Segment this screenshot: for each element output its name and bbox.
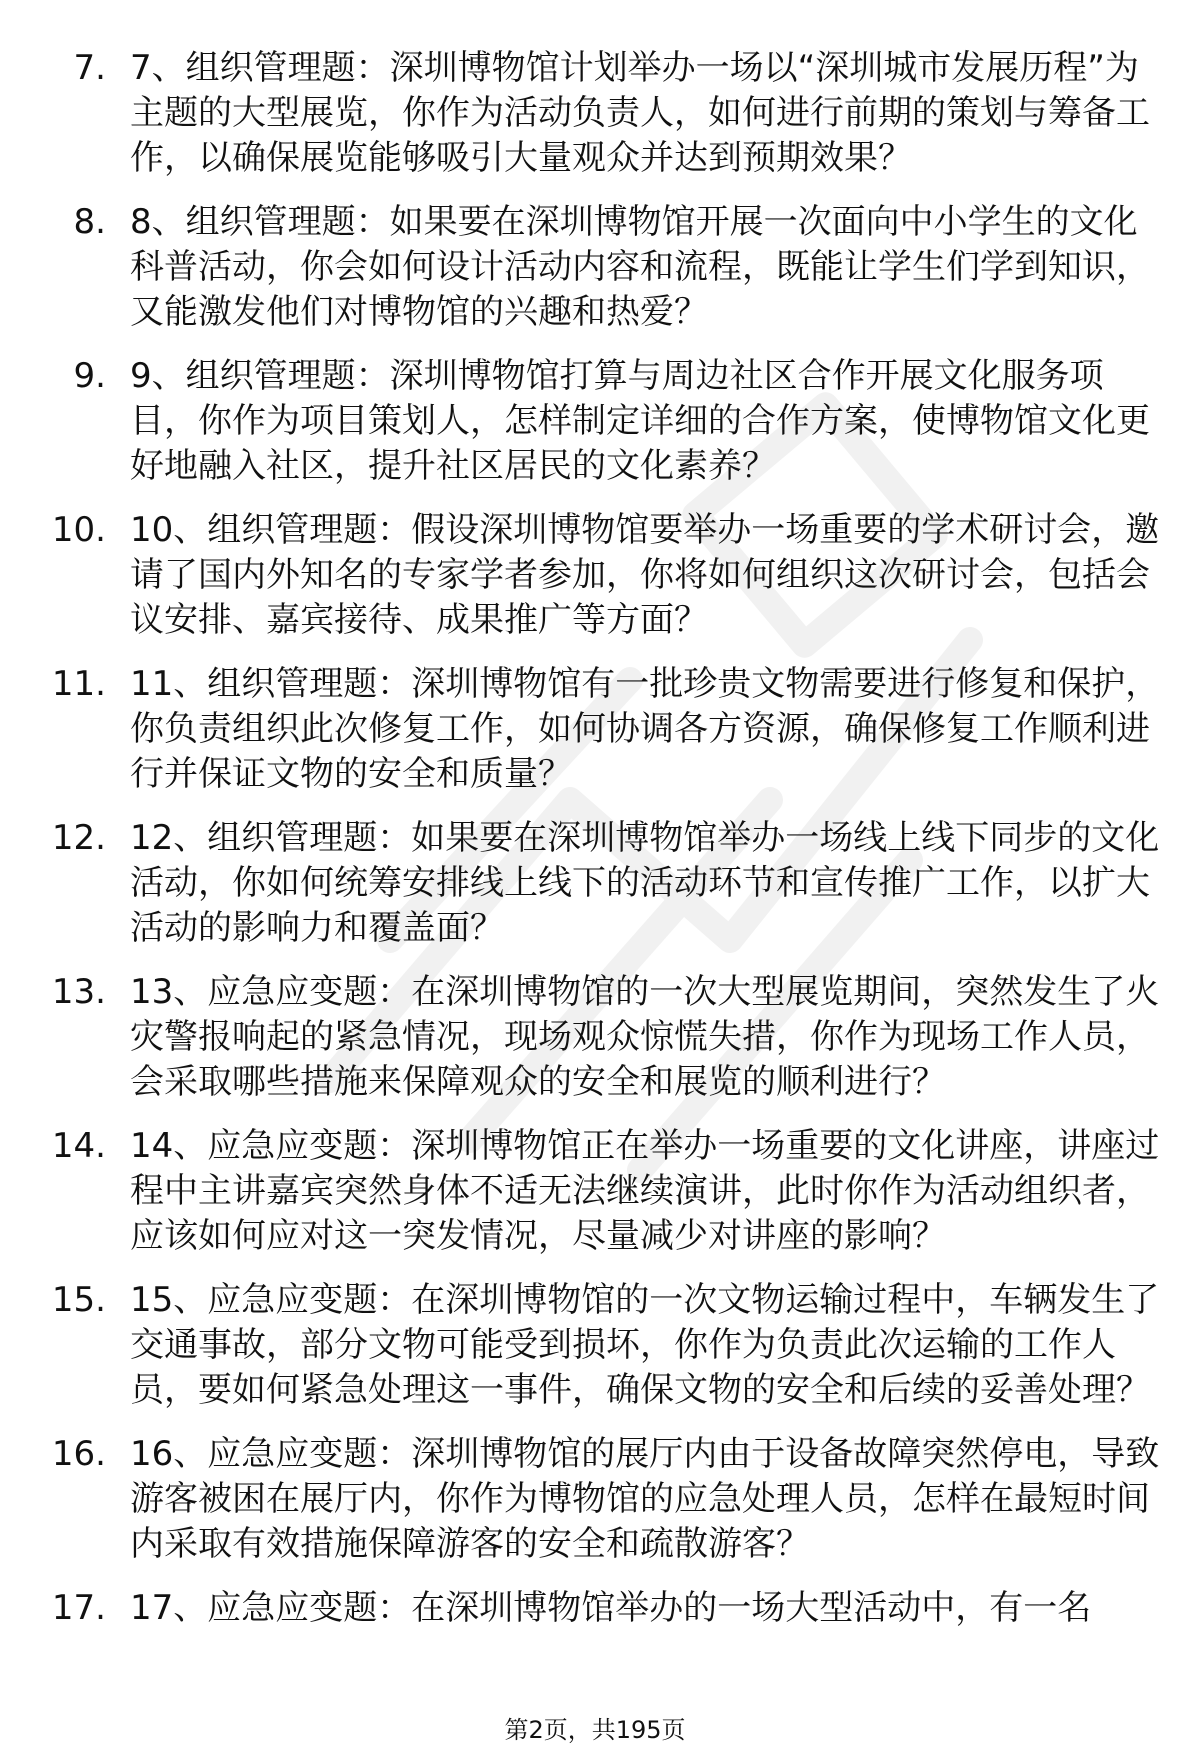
question-item-11	[0, 662, 1190, 797]
question-item-9	[0, 354, 1190, 489]
question-number: 7.	[73, 48, 106, 88]
question-number: 8.	[73, 202, 106, 242]
question-list	[0, 46, 1190, 1650]
question-item-10	[0, 508, 1190, 643]
question-item-14	[0, 1124, 1190, 1259]
question-item-7	[0, 46, 1190, 181]
page-number: 第2页，共195页	[504, 1716, 686, 1744]
question-item-13	[0, 970, 1190, 1105]
question-number: 16.	[51, 1434, 106, 1474]
question-number: 10.	[51, 510, 106, 550]
question-text: 9、组织管理题：深圳博物馆打算与周边社区合作开展文化服务项目，你作为项目策划人，怎样制定详细的合作方案，使博物馆文化更好地融入社区，提升社区居民的文化素养？	[130, 356, 1150, 486]
question-text: 10、组织管理题：假设深圳博物馆要举办一场重要的学术研讨会，邀请了国内外知名的专家学者参加，你将如何组织这次研讨会，包括会议安排、嘉宾接待、成果推广等方面？	[130, 510, 1160, 640]
question-text: 17、应急应变题：在深圳博物馆举办的一场大型活动中，有一名	[130, 1588, 1092, 1628]
question-number: 12.	[51, 818, 106, 858]
question-item-8	[0, 200, 1190, 335]
question-item-12	[0, 816, 1190, 951]
question-text: 13、应急应变题：在深圳博物馆的一次大型展览期间，突然发生了火灾警报响起的紧急情况，现场观众惊慌失措，你作为现场工作人员，会采取哪些措施来保障观众的安全和展览的顺利进行？	[130, 972, 1160, 1102]
question-number: 15.	[51, 1280, 106, 1320]
question-number: 14.	[51, 1126, 106, 1166]
question-item-15	[0, 1278, 1190, 1413]
question-text: 8、组织管理题：如果要在深圳博物馆开展一次面向中小学生的文化科普活动，你会如何设计活动内容和流程，既能让学生们学到知识，又能激发他们对博物馆的兴趣和热爱？	[130, 202, 1150, 332]
question-text: 14、应急应变题：深圳博物馆正在举办一场重要的文化讲座，讲座过程中主讲嘉宾突然身体不适无法继续演讲，此时你作为活动组织者，应该如何应对这一突发情况，尽量减少对讲座的影响？	[130, 1126, 1160, 1256]
question-text: 15、应急应变题：在深圳博物馆的一次文物运输过程中，车辆发生了交通事故，部分文物可能受到损坏，你作为负责此次运输的工作人员，要如何紧急处理这一事件，确保文物的安全和后续的妥善处理？	[130, 1280, 1160, 1410]
question-item-17	[0, 1586, 1190, 1631]
question-text: 12、组织管理题：如果要在深圳博物馆举办一场线上线下同步的文化活动，你如何统筹安排线上线下的活动环节和宣传推广工作，以扩大活动的影响力和覆盖面？	[130, 818, 1160, 948]
question-text: 11、组织管理题：深圳博物馆有一批珍贵文物需要进行修复和保护，你负责组织此次修复工作，如何协调各方资源，确保修复工作顺利进行并保证文物的安全和质量？	[130, 664, 1160, 794]
question-number: 11.	[51, 664, 106, 704]
question-number: 17.	[51, 1588, 106, 1628]
question-text: 7、组织管理题：深圳博物馆计划举办一场以“深圳城市发展历程”为主题的大型展览，你作为活动负责人，如何进行前期的策划与筹备工作，以确保展览能够吸引大量观众并达到预期效果？	[130, 48, 1150, 178]
question-text: 16、应急应变题：深圳博物馆的展厅内由于设备故障突然停电，导致游客被困在展厅内，你作为博物馆的应急处理人员，怎样在最短时间内采取有效措施保障游客的安全和疏散游客？	[130, 1434, 1160, 1564]
question-number: 9.	[73, 356, 106, 396]
question-number: 13.	[51, 972, 106, 1012]
question-item-16	[0, 1432, 1190, 1567]
